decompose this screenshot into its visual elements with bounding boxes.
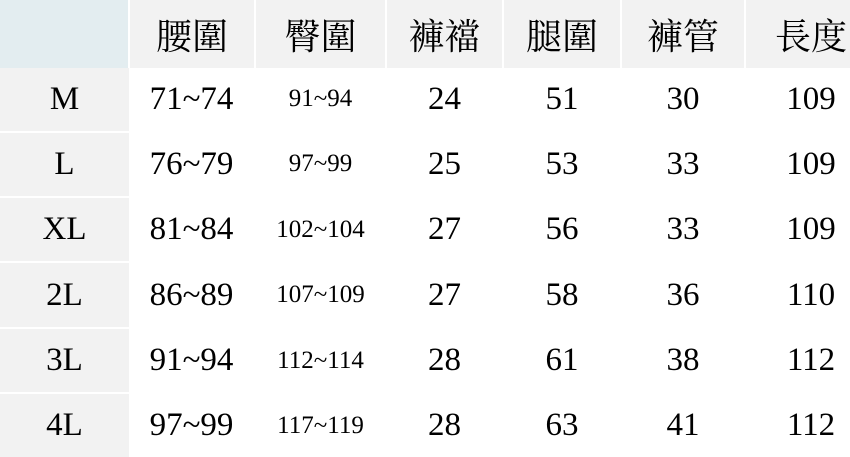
cell-hip: 91~94 — [255, 68, 386, 132]
row-header-size: M — [0, 68, 129, 132]
cell-thigh: 53 — [503, 132, 621, 197]
column-header-rise: 褲襠 — [386, 0, 503, 68]
cell-leg: 30 — [621, 68, 745, 132]
cell-leg: 33 — [621, 132, 745, 197]
cell-thigh: 63 — [503, 393, 621, 457]
cell-rise: 25 — [386, 132, 503, 197]
cell-waist: 71~74 — [129, 68, 255, 132]
cell-hip: 102~104 — [255, 197, 386, 262]
cell-waist: 91~94 — [129, 328, 255, 393]
cell-leg: 36 — [621, 262, 745, 327]
cell-thigh: 51 — [503, 68, 621, 132]
cell-length: 109 — [745, 197, 850, 262]
column-header-leg: 褲管 — [621, 0, 745, 68]
cell-rise: 28 — [386, 328, 503, 393]
table-header — [0, 0, 850, 68]
column-header-length: 長度 — [745, 0, 850, 68]
column-header-hip: 臀圍 — [255, 0, 386, 68]
cell-hip: 107~109 — [255, 262, 386, 327]
cell-waist: 76~79 — [129, 132, 255, 197]
cell-hip: 117~119 — [255, 393, 386, 457]
cell-length: 109 — [745, 132, 850, 197]
row-header-size: 2L — [0, 262, 129, 327]
cell-length: 109 — [745, 68, 850, 132]
cell-rise: 27 — [386, 262, 503, 327]
cell-hip: 97~99 — [255, 132, 386, 197]
cell-rise: 24 — [386, 68, 503, 132]
cell-length: 110 — [745, 262, 850, 327]
cell-leg: 33 — [621, 197, 745, 262]
column-header-thigh: 腿圍 — [503, 0, 621, 68]
row-header-size: 3L — [0, 328, 129, 393]
cell-length: 112 — [745, 328, 850, 393]
cell-thigh: 58 — [503, 262, 621, 327]
row-header-size: L — [0, 132, 129, 197]
cell-thigh: 61 — [503, 328, 621, 393]
header-row — [0, 0, 850, 68]
cell-leg: 38 — [621, 328, 745, 393]
table-row — [0, 262, 850, 327]
row-header-size: XL — [0, 197, 129, 262]
cell-waist: 86~89 — [129, 262, 255, 327]
cell-rise: 28 — [386, 393, 503, 457]
cell-leg: 41 — [621, 393, 745, 457]
row-header-size: 4L — [0, 393, 129, 457]
table-corner-cell — [0, 0, 129, 68]
column-header-waist: 腰圍 — [129, 0, 255, 68]
cell-length: 112 — [745, 393, 850, 457]
table-body — [0, 68, 850, 457]
cell-hip: 112~114 — [255, 328, 386, 393]
cell-waist: 97~99 — [129, 393, 255, 457]
table-row — [0, 393, 850, 457]
cell-thigh: 56 — [503, 197, 621, 262]
table-row — [0, 132, 850, 197]
cell-waist: 81~84 — [129, 197, 255, 262]
table-row — [0, 68, 850, 132]
cell-rise: 27 — [386, 197, 503, 262]
table-row — [0, 197, 850, 262]
table-row — [0, 328, 850, 393]
